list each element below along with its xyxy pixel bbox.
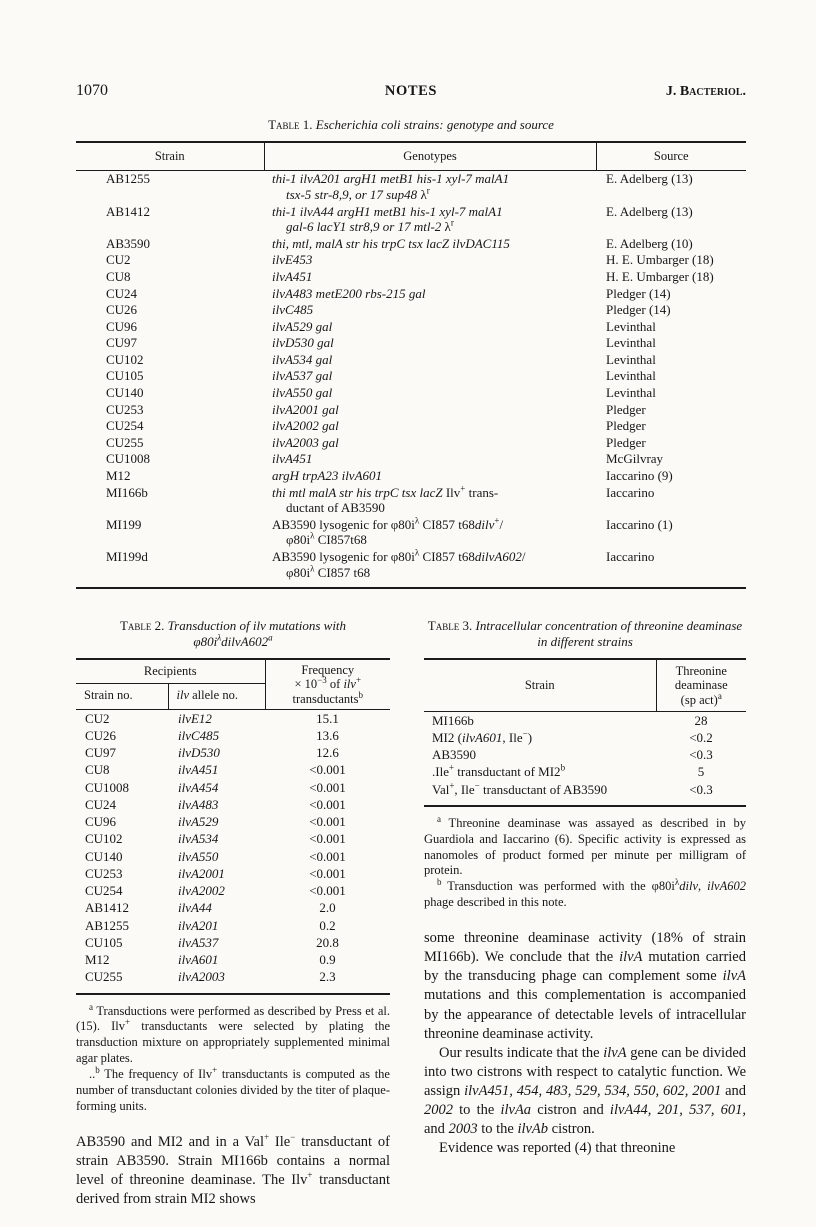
table-row bbox=[76, 235, 746, 252]
genotype-cell: ilvA2001 gal bbox=[272, 401, 339, 417]
strain-cell: MI199 bbox=[106, 516, 142, 532]
table-row bbox=[76, 285, 746, 302]
left-column-text bbox=[76, 1133, 390, 1210]
table2-transduction bbox=[76, 658, 390, 995]
right-column-text bbox=[424, 929, 746, 1159]
source-cell: Pledger bbox=[606, 401, 646, 417]
source-cell: Levinthal bbox=[606, 385, 656, 401]
body-paragraph: AB3590 and MI2 and in a Val+ Ile− transductant of strain AB3590. Strain MI166b contains a normal level of threonine deaminase. The Ilv+ transductant derived from strain MI2 shows bbox=[76, 1131, 390, 1208]
strain-cell: AB1255 bbox=[85, 917, 130, 933]
source-cell: Iaccarino bbox=[606, 484, 655, 500]
allele-cell: ilvA454 bbox=[178, 779, 219, 795]
body-paragraph: some threonine deaminase activity (18% of strain MI166b). We conclude that the ilvA mutation carried by the transducing phage can complement some ilvA mutations and this complementation is accompanied by the appearance of detectable levels of intracellular threonine deaminase activity. bbox=[424, 930, 746, 1042]
genotype-cell: ilvA451 bbox=[272, 268, 313, 284]
journal-name: J. Bacteriol. bbox=[665, 84, 746, 99]
table-row bbox=[424, 712, 746, 730]
activity-cell: <0.3 bbox=[689, 747, 713, 763]
table-row bbox=[76, 934, 390, 951]
allele-cell: ilvA529 bbox=[178, 814, 219, 830]
page-number: 1070 bbox=[76, 82, 108, 99]
table-row bbox=[76, 549, 746, 589]
frequency-cell: <0.001 bbox=[309, 762, 346, 778]
strain-cell: CU102 bbox=[106, 351, 144, 367]
source-cell: Levinthal bbox=[606, 335, 656, 351]
table-row bbox=[76, 900, 390, 917]
strain-cell: CU253 bbox=[106, 401, 144, 417]
table-row bbox=[76, 969, 390, 994]
strain-cell: CU24 bbox=[106, 285, 138, 301]
strain-cell: MI166b bbox=[432, 712, 474, 728]
strain-cell: CU105 bbox=[85, 934, 123, 950]
table-row bbox=[76, 401, 746, 418]
genotype-cell: ilvA529 gal bbox=[272, 318, 333, 334]
activity-cell: 28 bbox=[694, 712, 708, 728]
strain-cell: CU26 bbox=[85, 727, 117, 743]
allele-cell: ilvA201 bbox=[178, 917, 219, 933]
frequency-cell: <0.001 bbox=[309, 865, 346, 881]
table3-caption-label: Table 3. bbox=[427, 618, 473, 634]
genotype-cell: ilvA537 gal bbox=[272, 368, 333, 384]
genotype-cell: argH trpA23 ilvA601 bbox=[272, 468, 383, 484]
source-cell: E. Adelberg (10) bbox=[606, 235, 693, 251]
source-cell: Levinthal bbox=[606, 368, 656, 384]
source-cell: Pledger (14) bbox=[606, 302, 671, 318]
genotype-cell: ilvA451 bbox=[272, 451, 313, 467]
genotype-cell: ilvA550 gal bbox=[272, 385, 333, 401]
strain-cell: CU102 bbox=[85, 831, 123, 847]
column-header-strain: Strain bbox=[76, 142, 264, 171]
source-cell: E. Adelberg (13) bbox=[606, 203, 693, 219]
table-row bbox=[76, 418, 746, 435]
source-cell: Pledger bbox=[606, 434, 646, 450]
strain-cell: CU97 bbox=[85, 745, 117, 761]
strain-cell: CU253 bbox=[85, 865, 123, 881]
strain-cell: CU254 bbox=[85, 883, 123, 899]
strain-cell: M12 bbox=[106, 468, 131, 484]
allele-cell: ilvA451 bbox=[178, 762, 219, 778]
strain-cell: CU96 bbox=[85, 814, 117, 830]
table-row bbox=[76, 484, 746, 516]
allele-cell: ilvE12 bbox=[178, 710, 212, 726]
frequency-cell: 13.6 bbox=[316, 727, 339, 743]
table-row bbox=[76, 170, 746, 203]
frequency-cell: 0.2 bbox=[319, 917, 336, 933]
strain-cell: AB1412 bbox=[85, 900, 130, 916]
table3-footnote-b: $^b$ Transduction was performed with the $\varphi 80i^\lambda dilv$, ilvA602 phage described in this note. bbox=[424, 877, 746, 910]
table-row bbox=[76, 203, 746, 235]
strain-cell: Val+, Ile− transductant of AB3590 bbox=[432, 780, 608, 797]
source-cell: Pledger (14) bbox=[606, 285, 671, 301]
source-cell: H. E. Umbarger (18) bbox=[606, 252, 714, 268]
strain-cell: AB3590 bbox=[432, 747, 477, 763]
table3-footnote-a: $^a$ Threonine deaminase was assayed as described in by Guardiola and Iaccarino (6). Specific activity is expressed as nanomoles of product formed per minute per milligram of protein. bbox=[424, 813, 746, 878]
strain-cell: AB1255 bbox=[106, 171, 151, 187]
column-header-strain-no: Strain no. bbox=[76, 683, 168, 709]
genotype-cell: ilvA2002 gal bbox=[272, 418, 339, 434]
table3-caption-title: Intracellular concentration of threonine deaminase in different strains bbox=[475, 618, 743, 650]
table1-strains bbox=[76, 141, 746, 589]
table3-header-row bbox=[424, 659, 746, 712]
source-cell: Iaccarino (9) bbox=[606, 468, 673, 484]
body-paragraph: Evidence was reported (4) that threonine bbox=[439, 1140, 676, 1157]
strain-cell: CU105 bbox=[106, 368, 144, 384]
table-row bbox=[76, 351, 746, 368]
source-cell: H. E. Umbarger (18) bbox=[606, 268, 714, 284]
strain-cell: CU96 bbox=[106, 318, 138, 334]
strain-cell: CU1008 bbox=[106, 451, 151, 467]
allele-cell: ilvA2002 bbox=[178, 883, 225, 899]
table-row bbox=[76, 848, 390, 865]
allele-cell: ilvA2001 bbox=[178, 865, 225, 881]
strain-cell: CU255 bbox=[85, 969, 123, 985]
column-header-frequency: Frequency × $10^{-3}$ of ilv+ transductants$^b$ bbox=[265, 659, 390, 710]
strain-cell: M12 bbox=[85, 952, 110, 968]
table1-header-row bbox=[76, 142, 746, 171]
table2-footnotes bbox=[76, 1001, 390, 1115]
frequency-cell: 12.6 bbox=[316, 745, 339, 761]
frequency-cell: <0.001 bbox=[309, 796, 346, 812]
table-row bbox=[76, 302, 746, 319]
frequency-cell: 2.0 bbox=[319, 900, 336, 916]
frequency-cell: <0.001 bbox=[309, 883, 346, 899]
allele-cell: ilvA601 bbox=[178, 952, 219, 968]
strain-cell: CU2 bbox=[85, 710, 110, 726]
table-row bbox=[76, 952, 390, 969]
frequency-cell: 0.9 bbox=[319, 952, 336, 968]
table-row bbox=[76, 831, 390, 848]
table-row bbox=[76, 268, 746, 285]
table-row bbox=[76, 434, 746, 451]
strain-cell: CU26 bbox=[106, 302, 138, 318]
table-row bbox=[76, 451, 746, 468]
table-row bbox=[76, 865, 390, 882]
genotype-cell: AB3590 lysogenic for $\varphi 80i^\lambda$ CI857 t68dilv+/ $\varphi 80i^\lambda$ CI857t68 bbox=[272, 515, 504, 548]
allele-cell: ilvC485 bbox=[178, 727, 220, 743]
allele-cell: ilvA550 bbox=[178, 848, 219, 864]
table-row bbox=[76, 883, 390, 900]
table-row bbox=[424, 729, 746, 746]
strain-cell: AB3590 bbox=[106, 235, 151, 251]
allele-cell: ilvA2003 bbox=[178, 969, 225, 985]
allele-cell: ilvA534 bbox=[178, 831, 219, 847]
column-header-recipients: Recipients bbox=[76, 659, 265, 683]
column-header-genotypes: Genotypes bbox=[264, 142, 596, 171]
table-row bbox=[76, 814, 390, 831]
table2-footnote-b: ..$^b$ The frequency of Ilv+ transductants is computed as the number of transductant colonies divided by the titer of plaque-forming units. bbox=[76, 1064, 390, 1113]
table-row bbox=[76, 796, 390, 813]
strain-cell: MI2 (ilvA601, Ile−) bbox=[432, 728, 533, 745]
table-row bbox=[76, 762, 390, 779]
table-row bbox=[76, 779, 390, 796]
source-cell: Iaccarino (1) bbox=[606, 516, 673, 532]
table1-caption bbox=[76, 117, 746, 133]
strain-cell: CU140 bbox=[85, 848, 123, 864]
genotype-cell: thi-1 ilvA44 argH1 metB1 his-1 xyl-7 malA1 gal-6 lacY1 str8,9 or 17 mtl-2 $\lambda^r$ bbox=[272, 203, 503, 235]
strain-cell: MI166b bbox=[106, 484, 148, 500]
strain-cell: CU97 bbox=[106, 335, 138, 351]
table-row bbox=[76, 368, 746, 385]
genotype-cell: AB3590 lysogenic for $\varphi 80i^\lambda$ CI857 t68dilvA602/ $\varphi 80i^\lambda$ CI857 t68 bbox=[272, 547, 526, 580]
source-cell: Pledger bbox=[606, 418, 646, 434]
allele-cell: ilvA44 bbox=[178, 900, 212, 916]
table-row bbox=[76, 385, 746, 402]
table2-footnote-a: $^a$ Transductions were performed as described by Press et al. (15). Ilv+ transductants were selected by plating the transduction mixture on appropriately supplemented minimal agar plates. bbox=[76, 1001, 390, 1066]
running-head bbox=[76, 82, 746, 100]
column-header-activity: Threonine deaminase (sp act)$^a$ bbox=[656, 659, 746, 712]
genotype-cell: thi, mtl, malA str his trpC tsx lacZ ilvDAC115 bbox=[272, 235, 510, 251]
genotype-cell: ilvE453 bbox=[272, 252, 313, 268]
running-title: NOTES bbox=[384, 83, 438, 99]
frequency-cell: 20.8 bbox=[316, 934, 339, 950]
strain-cell: MI199d bbox=[106, 549, 148, 565]
genotype-cell: thi mtl malA str his trpC tsx lacZ Ilv+ trans- ductant of AB3590 bbox=[272, 483, 499, 516]
table-row bbox=[76, 727, 390, 744]
table2-caption-title: Transduction of ilv mutations with $\varphi 80i^\lambda dilvA602^a$ bbox=[167, 618, 347, 650]
allele-cell: ilvA483 bbox=[178, 796, 219, 812]
source-cell: Iaccarino bbox=[606, 549, 655, 565]
activity-cell: <0.2 bbox=[689, 729, 713, 745]
strain-cell: CU140 bbox=[106, 385, 144, 401]
allele-cell: ilvA537 bbox=[178, 934, 219, 950]
strain-cell: CU24 bbox=[85, 796, 117, 812]
table-row bbox=[76, 516, 746, 548]
strain-cell: .Ile+ transductant of MI2$^b$ bbox=[432, 762, 566, 780]
genotype-cell: ilvA2003 gal bbox=[272, 434, 339, 450]
frequency-cell: <0.001 bbox=[309, 848, 346, 864]
allele-cell: ilvD530 bbox=[178, 745, 220, 761]
genotype-cell: ilvC485 bbox=[272, 302, 314, 318]
strain-cell: CU8 bbox=[106, 268, 131, 284]
left-column bbox=[76, 601, 390, 1209]
body-paragraph: Our results indicate that the ilvA gene can be divided into two cistrons with respect to catalytic function. We assign ilvA451, 454, 483, 529, 534, 550, 602, 2001 and 2002 to the ilvAa cistron and ilvA44, 201, 537, 601, and 2003 to the ilvAb cistron. bbox=[424, 1044, 747, 1138]
genotype-cell: ilvA534 gal bbox=[272, 351, 333, 367]
table1-caption-title: Escherichia coli strains: genotype and source bbox=[315, 117, 554, 132]
strain-cell: CU254 bbox=[106, 418, 144, 434]
strain-cell: CU1008 bbox=[85, 779, 130, 795]
source-cell: Levinthal bbox=[606, 318, 656, 334]
column-header-strain: Strain bbox=[424, 659, 656, 712]
strain-cell: CU2 bbox=[106, 252, 131, 268]
table-row bbox=[76, 335, 746, 352]
strain-cell: AB1412 bbox=[106, 203, 151, 219]
table-row bbox=[76, 745, 390, 762]
genotype-cell: ilvD530 gal bbox=[272, 335, 334, 351]
column-header-source: Source bbox=[596, 142, 746, 171]
column-header-allele-no: ilv allele no. bbox=[168, 683, 265, 709]
genotype-cell: thi-1 ilvA201 argH1 metB1 his-1 xyl-7 malA1 tsx-5 str-8,9, or 17 sup48 $\lambda^r$ bbox=[272, 171, 510, 202]
frequency-cell: 2.3 bbox=[319, 969, 336, 985]
table-row bbox=[424, 747, 746, 764]
two-column-section bbox=[76, 601, 746, 1209]
table-row bbox=[76, 252, 746, 269]
strain-cell: CU255 bbox=[106, 434, 144, 450]
right-column bbox=[424, 601, 746, 1209]
frequency-cell: <0.001 bbox=[309, 814, 346, 830]
table-row bbox=[76, 318, 746, 335]
table2-caption bbox=[76, 618, 390, 650]
table-row bbox=[76, 917, 390, 934]
source-cell: E. Adelberg (13) bbox=[606, 171, 693, 187]
frequency-cell: 15.1 bbox=[316, 710, 339, 726]
source-cell: McGilvray bbox=[606, 451, 664, 467]
table1-caption-label: Table 1. bbox=[268, 117, 313, 132]
table3-caption bbox=[424, 618, 746, 650]
genotype-cell: ilvA483 metE200 rbs-215 gal bbox=[272, 285, 426, 301]
table3-deaminase bbox=[424, 658, 746, 807]
frequency-cell: <0.001 bbox=[309, 779, 346, 795]
source-cell: Levinthal bbox=[606, 351, 656, 367]
strain-cell: CU8 bbox=[85, 762, 110, 778]
table-row bbox=[76, 468, 746, 485]
activity-cell: <0.3 bbox=[689, 781, 713, 797]
activity-cell: 5 bbox=[697, 764, 705, 780]
table2-caption-label: Table 2. bbox=[119, 618, 165, 634]
table-row bbox=[424, 764, 746, 781]
table3-footnotes bbox=[424, 813, 746, 911]
table2-header-row-1 bbox=[76, 659, 390, 683]
frequency-cell: <0.001 bbox=[309, 831, 346, 847]
table-row bbox=[76, 710, 390, 728]
table-row bbox=[424, 781, 746, 806]
